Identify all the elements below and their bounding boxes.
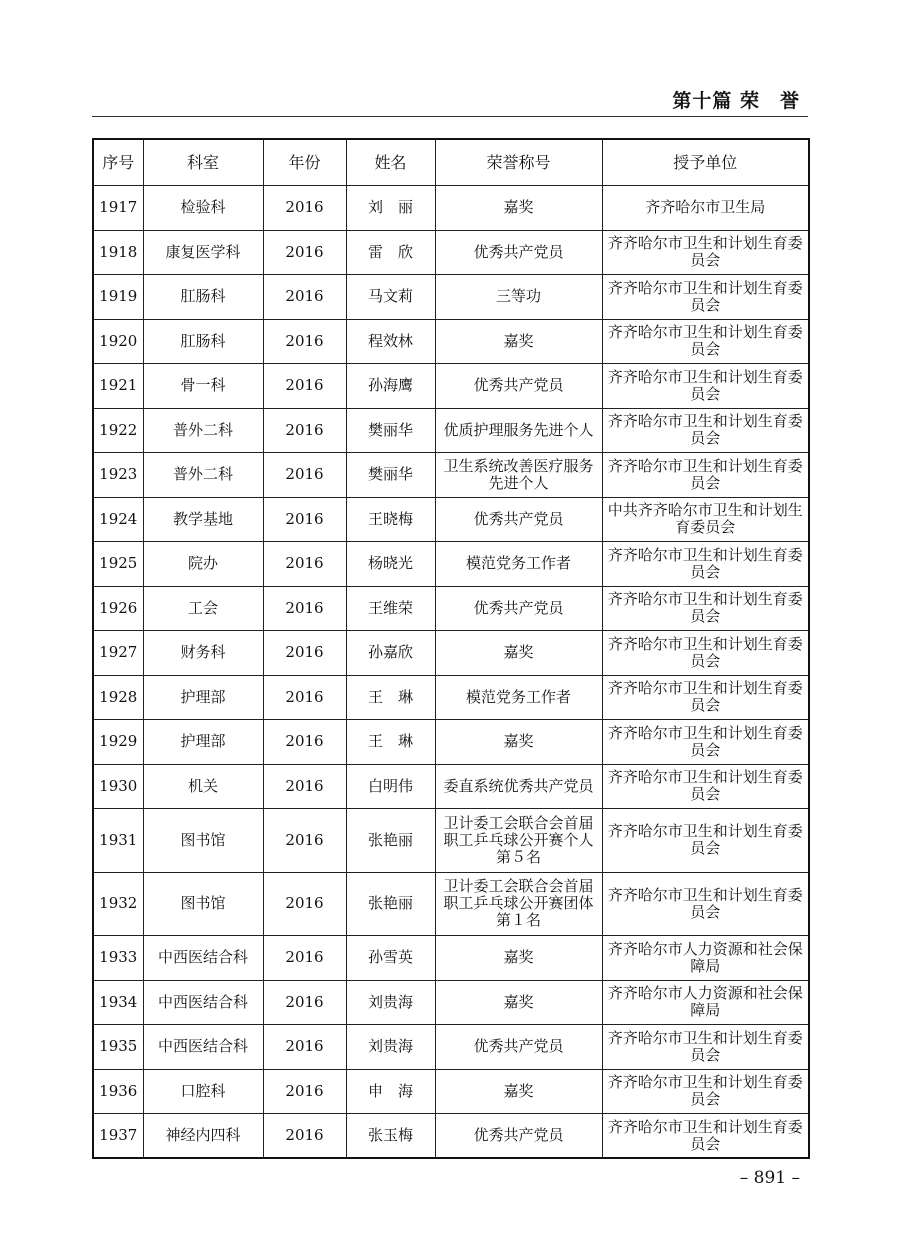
cell-name: 张玉梅 — [346, 1114, 435, 1159]
cell-org: 齐齐哈尔市卫生和计划生育委员会 — [602, 764, 809, 809]
cell-org: 齐齐哈尔市卫生和计划生育委员会 — [602, 809, 809, 873]
cell-no: 1928 — [93, 675, 143, 720]
cell-year: 2016 — [263, 809, 346, 873]
cell-no: 1924 — [93, 497, 143, 542]
cell-honor: 嘉奖 — [435, 980, 602, 1025]
cell-honor: 嘉奖 — [435, 319, 602, 364]
cell-org: 齐齐哈尔市卫生和计划生育委员会 — [602, 1114, 809, 1159]
table-row — [93, 230, 809, 275]
cell-no: 1925 — [93, 542, 143, 587]
cell-name: 杨晓光 — [346, 542, 435, 587]
cell-name: 刘 丽 — [346, 186, 435, 231]
cell-name: 王 琳 — [346, 720, 435, 765]
cell-honor: 优秀共产党员 — [435, 1025, 602, 1070]
table-body — [93, 186, 809, 1159]
cell-dept: 肛肠科 — [143, 275, 263, 320]
cell-org: 齐齐哈尔市卫生和计划生育委员会 — [602, 872, 809, 936]
cell-org: 齐齐哈尔市卫生和计划生育委员会 — [602, 364, 809, 409]
cell-honor: 嘉奖 — [435, 1069, 602, 1114]
table-row — [93, 631, 809, 676]
column-header-honor: 荣誉称号 — [435, 139, 602, 186]
cell-dept: 普外二科 — [143, 408, 263, 453]
cell-honor: 优秀共产党员 — [435, 497, 602, 542]
header-row — [93, 139, 809, 186]
cell-honor: 嘉奖 — [435, 720, 602, 765]
cell-name: 孙嘉欣 — [346, 631, 435, 676]
cell-dept: 神经内四科 — [143, 1114, 263, 1159]
cell-name: 张艳丽 — [346, 872, 435, 936]
cell-no: 1926 — [93, 586, 143, 631]
table-row — [93, 1069, 809, 1114]
cell-no: 1937 — [93, 1114, 143, 1159]
cell-no: 1934 — [93, 980, 143, 1025]
cell-dept: 中西医结合科 — [143, 936, 263, 981]
cell-no: 1936 — [93, 1069, 143, 1114]
cell-year: 2016 — [263, 453, 346, 498]
cell-year: 2016 — [263, 586, 346, 631]
table-row — [93, 453, 809, 498]
table-row — [93, 1025, 809, 1070]
cell-dept: 检验科 — [143, 186, 263, 231]
cell-org: 齐齐哈尔市卫生和计划生育委员会 — [602, 542, 809, 587]
table-row — [93, 720, 809, 765]
cell-no: 1933 — [93, 936, 143, 981]
cell-year: 2016 — [263, 764, 346, 809]
table-row — [93, 542, 809, 587]
cell-org: 齐齐哈尔市卫生局 — [602, 186, 809, 231]
cell-year: 2016 — [263, 1114, 346, 1159]
cell-year: 2016 — [263, 1025, 346, 1070]
cell-name: 刘贵海 — [346, 1025, 435, 1070]
table-row — [93, 586, 809, 631]
column-header-org: 授予单位 — [602, 139, 809, 186]
table-row — [93, 675, 809, 720]
table-row — [93, 872, 809, 936]
cell-dept: 护理部 — [143, 675, 263, 720]
cell-no: 1932 — [93, 872, 143, 936]
cell-honor: 模范党务工作者 — [435, 542, 602, 587]
cell-year: 2016 — [263, 720, 346, 765]
cell-no: 1929 — [93, 720, 143, 765]
cell-year: 2016 — [263, 1069, 346, 1114]
cell-year: 2016 — [263, 542, 346, 587]
cell-year: 2016 — [263, 186, 346, 231]
cell-dept: 骨一科 — [143, 364, 263, 409]
cell-honor: 嘉奖 — [435, 186, 602, 231]
column-header-name: 姓名 — [346, 139, 435, 186]
column-header-dept: 科室 — [143, 139, 263, 186]
cell-year: 2016 — [263, 936, 346, 981]
cell-dept: 护理部 — [143, 720, 263, 765]
cell-org: 齐齐哈尔市卫生和计划生育委员会 — [602, 586, 809, 631]
cell-name: 申 海 — [346, 1069, 435, 1114]
cell-honor: 优秀共产党员 — [435, 586, 602, 631]
page-header — [92, 80, 808, 117]
cell-dept: 图书馆 — [143, 809, 263, 873]
cell-year: 2016 — [263, 980, 346, 1025]
cell-name: 王维荣 — [346, 586, 435, 631]
cell-dept: 康复医学科 — [143, 230, 263, 275]
cell-dept: 口腔科 — [143, 1069, 263, 1114]
page-number: – 891 – — [739, 1168, 800, 1188]
cell-honor: 优秀共产党员 — [435, 230, 602, 275]
cell-name: 王晓梅 — [346, 497, 435, 542]
cell-org: 齐齐哈尔市人力资源和社会保障局 — [602, 936, 809, 981]
table-row — [93, 936, 809, 981]
cell-year: 2016 — [263, 230, 346, 275]
cell-honor: 优质护理服务先进个人 — [435, 408, 602, 453]
cell-year: 2016 — [263, 631, 346, 676]
cell-dept: 财务科 — [143, 631, 263, 676]
table-row — [93, 408, 809, 453]
cell-honor: 委直系统优秀共产党员 — [435, 764, 602, 809]
column-header-year: 年份 — [263, 139, 346, 186]
section-title: 第十篇 荣 誉 — [672, 90, 800, 112]
cell-org: 齐齐哈尔市卫生和计划生育委员会 — [602, 453, 809, 498]
cell-name: 雷 欣 — [346, 230, 435, 275]
cell-org: 齐齐哈尔市卫生和计划生育委员会 — [602, 230, 809, 275]
table-row — [93, 364, 809, 409]
table-header — [93, 139, 809, 186]
cell-org: 齐齐哈尔市人力资源和社会保障局 — [602, 980, 809, 1025]
cell-year: 2016 — [263, 675, 346, 720]
cell-honor: 优秀共产党员 — [435, 1114, 602, 1159]
cell-dept: 图书馆 — [143, 872, 263, 936]
honors-table — [92, 138, 810, 1159]
table-row — [93, 319, 809, 364]
cell-no: 1917 — [93, 186, 143, 231]
table-row — [93, 186, 809, 231]
cell-year: 2016 — [263, 408, 346, 453]
cell-org: 齐齐哈尔市卫生和计划生育委员会 — [602, 275, 809, 320]
cell-name: 樊丽华 — [346, 453, 435, 498]
cell-org: 齐齐哈尔市卫生和计划生育委员会 — [602, 720, 809, 765]
cell-year: 2016 — [263, 872, 346, 936]
cell-honor: 卫生系统改善医疗服务先进个人 — [435, 453, 602, 498]
cell-year: 2016 — [263, 275, 346, 320]
cell-dept: 普外二科 — [143, 453, 263, 498]
cell-no: 1921 — [93, 364, 143, 409]
cell-no: 1918 — [93, 230, 143, 275]
cell-no: 1919 — [93, 275, 143, 320]
cell-year: 2016 — [263, 364, 346, 409]
cell-org: 齐齐哈尔市卫生和计划生育委员会 — [602, 1025, 809, 1070]
cell-honor: 三等功 — [435, 275, 602, 320]
cell-no: 1920 — [93, 319, 143, 364]
cell-no: 1923 — [93, 453, 143, 498]
cell-honor: 卫计委工会联合会首届职工乒乓球公开赛个人第５名 — [435, 809, 602, 873]
cell-name: 王 琳 — [346, 675, 435, 720]
cell-no: 1930 — [93, 764, 143, 809]
cell-name: 刘贵海 — [346, 980, 435, 1025]
cell-name: 张艳丽 — [346, 809, 435, 873]
cell-name: 樊丽华 — [346, 408, 435, 453]
cell-no: 1931 — [93, 809, 143, 873]
cell-honor: 嘉奖 — [435, 631, 602, 676]
cell-name: 白明伟 — [346, 764, 435, 809]
cell-org: 齐齐哈尔市卫生和计划生育委员会 — [602, 631, 809, 676]
cell-dept: 中西医结合科 — [143, 980, 263, 1025]
cell-honor: 优秀共产党员 — [435, 364, 602, 409]
cell-dept: 教学基地 — [143, 497, 263, 542]
cell-name: 马文莉 — [346, 275, 435, 320]
cell-no: 1927 — [93, 631, 143, 676]
table-row — [93, 275, 809, 320]
cell-no: 1922 — [93, 408, 143, 453]
cell-dept: 工会 — [143, 586, 263, 631]
cell-dept: 肛肠科 — [143, 319, 263, 364]
column-header-no: 序号 — [93, 139, 143, 186]
cell-org: 齐齐哈尔市卫生和计划生育委员会 — [602, 408, 809, 453]
cell-dept: 机关 — [143, 764, 263, 809]
cell-honor: 卫计委工会联合会首届职工乒乓球公开赛团体第１名 — [435, 872, 602, 936]
cell-name: 孙雪英 — [346, 936, 435, 981]
table-row — [93, 764, 809, 809]
table-row — [93, 497, 809, 542]
cell-year: 2016 — [263, 319, 346, 364]
cell-name: 程效林 — [346, 319, 435, 364]
cell-honor: 嘉奖 — [435, 936, 602, 981]
cell-year: 2016 — [263, 497, 346, 542]
cell-org: 齐齐哈尔市卫生和计划生育委员会 — [602, 1069, 809, 1114]
cell-dept: 中西医结合科 — [143, 1025, 263, 1070]
cell-honor: 模范党务工作者 — [435, 675, 602, 720]
cell-org: 中共齐齐哈尔市卫生和计划生育委员会 — [602, 497, 809, 542]
cell-name: 孙海鹰 — [346, 364, 435, 409]
table-row — [93, 980, 809, 1025]
cell-dept: 院办 — [143, 542, 263, 587]
table-row — [93, 809, 809, 873]
cell-no: 1935 — [93, 1025, 143, 1070]
cell-org: 齐齐哈尔市卫生和计划生育委员会 — [602, 675, 809, 720]
cell-org: 齐齐哈尔市卫生和计划生育委员会 — [602, 319, 809, 364]
table-row — [93, 1114, 809, 1159]
